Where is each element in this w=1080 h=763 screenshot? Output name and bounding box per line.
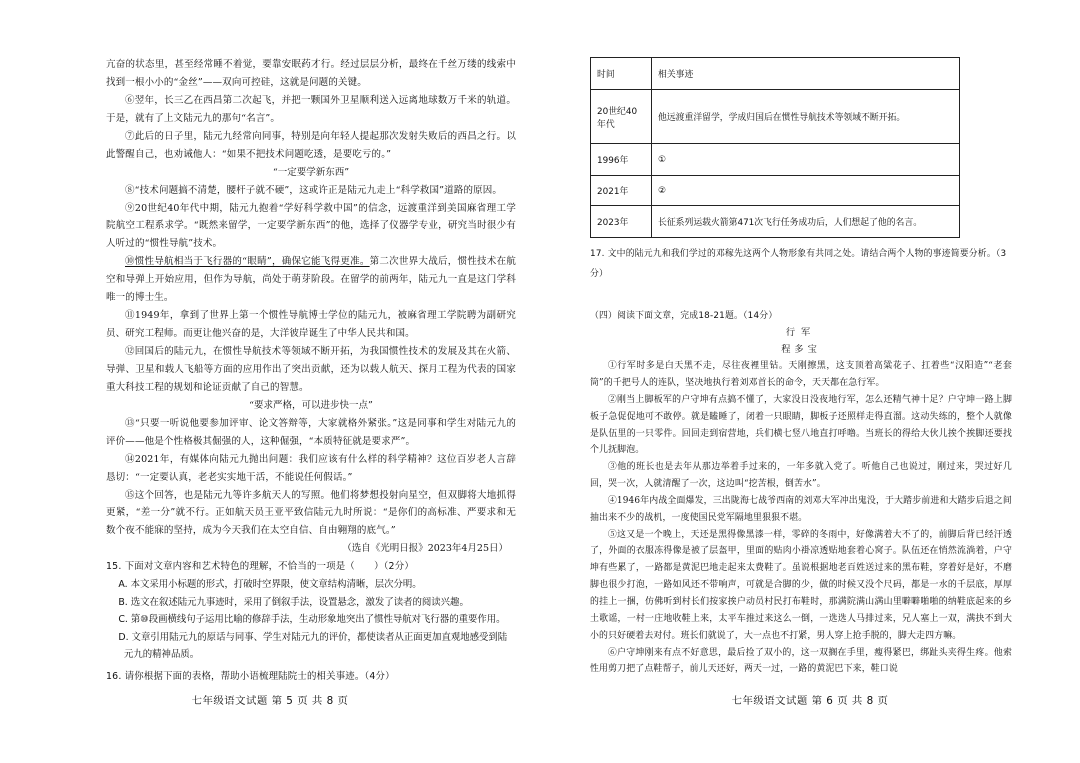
option-b: B. 选文在叙述陆元九事迹时，采用了倒叙手法，设置悬念，激发了读者的阅读兴趣。 xyxy=(118,596,469,608)
paragraph-9: ⑨20世纪40年代中期，陆元九抱着“学好科学救中国”的信念，远渡重洋到美国麻省理工学院航空工程系求学。“既然来留学，一定要学新东西”的他，选择了仪器学专业，研究当时很少有人听过的“惯性导航”技术。 xyxy=(106,202,516,250)
table-row xyxy=(591,90,960,144)
article-source: （选自《光明日报》2023年4月25日） xyxy=(342,543,508,555)
paragraph-11: ⑪1949年，拿到了世界上第一个惯性导航博士学位的陆元九，被麻省理工学院聘为副研究员、研究工程师。而更让他兴奋的是，大洋彼岸诞生了中华人民共和国。 xyxy=(106,310,516,340)
answer-blank-2[interactable]: ② xyxy=(652,176,960,206)
option-d: D. 文章引用陆元九的原话与同事、学生对陆元九的评价，都使读者从正面更加直观地感受到陆元九的精神品质。 xyxy=(118,631,508,661)
story-paragraph-5: ⑤这又是一个晚上，天还是黑得像黑漆一样，零碎的冬雨中，好像满着大不了的，前脚后背已经汗透了，外面的衣服冻得像是被了层盔甲，里面的贴肉小褂凉透贴地套着心窝子。队伍还在悄然流淌着，户守坤有些累了，一路都是黄泥巴地走起来太费鞋了。虽说根据地老百姓送过来的黑布鞋，穿着好是好，不磨脚也很少打泡，一路如风还不带响声，可就是合脚的少，做的时候又没个尺码，都是一水的千层底，厚厚的挂上一捆，仿佛听到村长们按家挨户动员村民打布鞋时，那满院满山满山里噼噼啪啪的纳鞋底起来的乡土歌谣，一村一庄地收鞋上来，太平车推过来这么一倒，一选选人马排过来，兄人塞上一双，满抉不到大小的只好硬着去对付。班长们就说了，大一点也不打紧，男人穿上抢手脱的，脚大走四方嘛。 xyxy=(590,529,1012,641)
story-paragraph-1: ①行军时多是白天黑不走，尽往夜裡里钻。天刚擦黑，这支顶着高粱花子、扛着些“汉阳造”“老套筒”的千把号人的连队，坚决地执行着刘邓首长的命令，天天都在急行军。 xyxy=(590,361,1012,388)
question-17: 17. 文中的陆元九和我们学过的邓稼先这两个人物形象有共同之处。请结合两个人物的事迹简要分析。（3分） xyxy=(590,249,1007,280)
story-paragraph-3: ③他的班长也是去年从那边举着手过来的，一年多就入党了。听他自己也说过，刚过来，哭过好几回，哭一次，人就清醒了一次，这边叫“挖苦根，倒苦水”。 xyxy=(590,462,1012,490)
exam-page-6 xyxy=(540,0,1080,763)
table-header-row xyxy=(591,58,960,90)
option-c: C. 第⑩段画横线句子运用比喻的修辞手法，生动形象地突出了惯性导航对飞行器的重要作用。 xyxy=(118,614,506,626)
question-15: 15. 下面对文章内容和艺术特色的理解，不恰当的一项是（ ）（2分） xyxy=(106,561,414,573)
paragraph-15: ⑮这个回答，也是陆元九等许多航天人的写照。他们将梦想投射向星空，但双脚将大地抓得更紧，“差一分”就不行。正如航天员王亚平致信陆元九时所说：“是你们的高标准、严要求和无数个夜不能寐的坚持，成为今天我们在太空自信、自由翱翔的底气。” xyxy=(106,489,516,537)
table-cell-time: 20世纪40年代 xyxy=(591,90,652,144)
table-row xyxy=(591,144,960,176)
section-4-heading: （四）阅读下面文章，完成18-21题。（14分） xyxy=(590,311,778,322)
question-16: 16. 请你根据下面的表格，帮助小语梳理陆院士的相关事迹。（4分） xyxy=(106,671,395,683)
paragraph-6: ⑥翌年，长三乙在西昌第二次起飞，并把一颗国外卫星顺利送入远离地球数万千米的轨道。于是，就有了上文陆元九的那句“名言”。 xyxy=(106,94,516,124)
page-footer: 七年级语文试题 第 6 页 共 8 页 xyxy=(731,695,889,707)
paragraph-8: ⑧“技术问题搞不清楚，腰杆子就不硬”，这或许正是陆元九走上“科学救国”道路的原因。 xyxy=(125,184,503,196)
story-author: 程多宝 xyxy=(781,343,821,355)
paragraph-7: ⑦此后的日子里，陆元九经常向同事，特别是向年轻人提起那次发射失败后的西昌之行。以此警醒自己，也劝诫他人：“如果不把技术问题吃透，是要吃亏的。” xyxy=(106,130,516,160)
subheading-strict: “要求严格，可以进步快一点” xyxy=(249,399,373,411)
story-paragraph-4: ④1946年内战全面爆发，三出陇海七战爷西南的刘邓大军冲出鬼没，于大踏步前进和大踏步后退之间抽出来不少的战机，一度使国民党军隔地里狠狠不堪。 xyxy=(590,495,1012,523)
table-cell-time: 2023年 xyxy=(591,206,652,238)
story-paragraph-2: ②刚当上脚板军的户守坤有点搞不懂了，大家没日没夜地行军，怎么还精气神十足？户守坤一路上脚板子急促促地可不敢停。就是瞌睡了，闭着一只眼睛，脚板子还照样走得直溜。这动失练的，整个人就像是队伍里的一只零件。回回走到宿营地，兵们横七竖八地直打呼噜。当班长的得给大伙儿挨个挨脚还要找个儿抚脚泡。 xyxy=(590,394,1012,456)
events-table xyxy=(590,57,960,238)
left-column xyxy=(106,56,516,686)
right-column xyxy=(590,57,1012,678)
table-row xyxy=(591,206,960,238)
story-title: 行军 xyxy=(785,327,817,339)
story-paragraph-6: ⑥户守坤刚来有点不好意思，最后捡了双小的，这一双搁在手里，瘦得紧巴，绑趾头夹得生疼。他索性用剪刀把了点鞋帮子，前儿天还好，两天一过，一路的黄泥巴下来，鞋口说 xyxy=(590,647,1012,675)
table-row xyxy=(591,176,960,206)
paragraph-13: ⑬“只要一听说他要参加评审、论文答辩等，大家就格外紧张。”这是同事和学生对陆元九的评价——他是个性格极其倔强的人，这种倔强，“本质特征就是要求严”。 xyxy=(106,417,516,447)
paragraph-10-rest: 第二次世界大战后，惯性技术在航空和导弹上开始应用，但作为导航，尚处于萌芽阶段。在留学的前两年，陆元九一直是这门学科唯一的博士生。 xyxy=(106,256,516,304)
table-cell-event: 他远渡重洋留学，学成归国后在惯性导航技术等领域不断开拓。 xyxy=(652,90,960,144)
page-footer: 七年级语文试题 第 5 页 共 8 页 xyxy=(191,695,349,707)
underlined-sentence: ⑩惯性导航相当于飞行器的“眼睛”，确保它能飞得更准。 xyxy=(125,256,370,268)
option-a: A. 本文采用小标题的形式，打破时空界限，使文章结构清晰，层次分明。 xyxy=(118,578,422,590)
subheading-learn-new: “一定要学新东西” xyxy=(272,166,350,178)
paragraph-12: ⑫回国后的陆元九，在惯性导航技术等领域不断开拓，为我国惯性技术的发展及其在火箭、导弹、卫星和载人飞船等方面的应用作出了突出贡献，还为以载人航天、探月工程为代表的国家重大科技工程的规划和论证贡献了自己的智慧。 xyxy=(106,346,516,393)
table-cell-time: 2021年 xyxy=(591,176,652,206)
table-header-cell: 时间 xyxy=(591,58,652,90)
table-header-cell: 相关事迹 xyxy=(652,58,960,90)
answer-blank-1[interactable]: ① xyxy=(652,144,960,176)
table-cell-event: 长征系列运载火箭第471次飞行任务成功后，人们想起了他的名言。 xyxy=(652,206,960,238)
paragraph-5-continued: 亢奋的状态里，甚至经常睡不着觉，要靠安眠药才行。经过层层分析，最终在千丝万缕的线索中找到一根小小的“金丝”——双向可控硅，这就是问题的关键。 xyxy=(106,59,516,88)
paragraph-14: ⑭2021年，有媒体向陆元九抛出问题：我们应该有什么样的科学精神？这位百岁老人言辞恳切：“一定要认真，老老实实地干活，不能说任何假话。” xyxy=(106,453,516,483)
table-cell-time: 1996年 xyxy=(591,144,652,176)
paragraph-10 xyxy=(106,253,516,307)
